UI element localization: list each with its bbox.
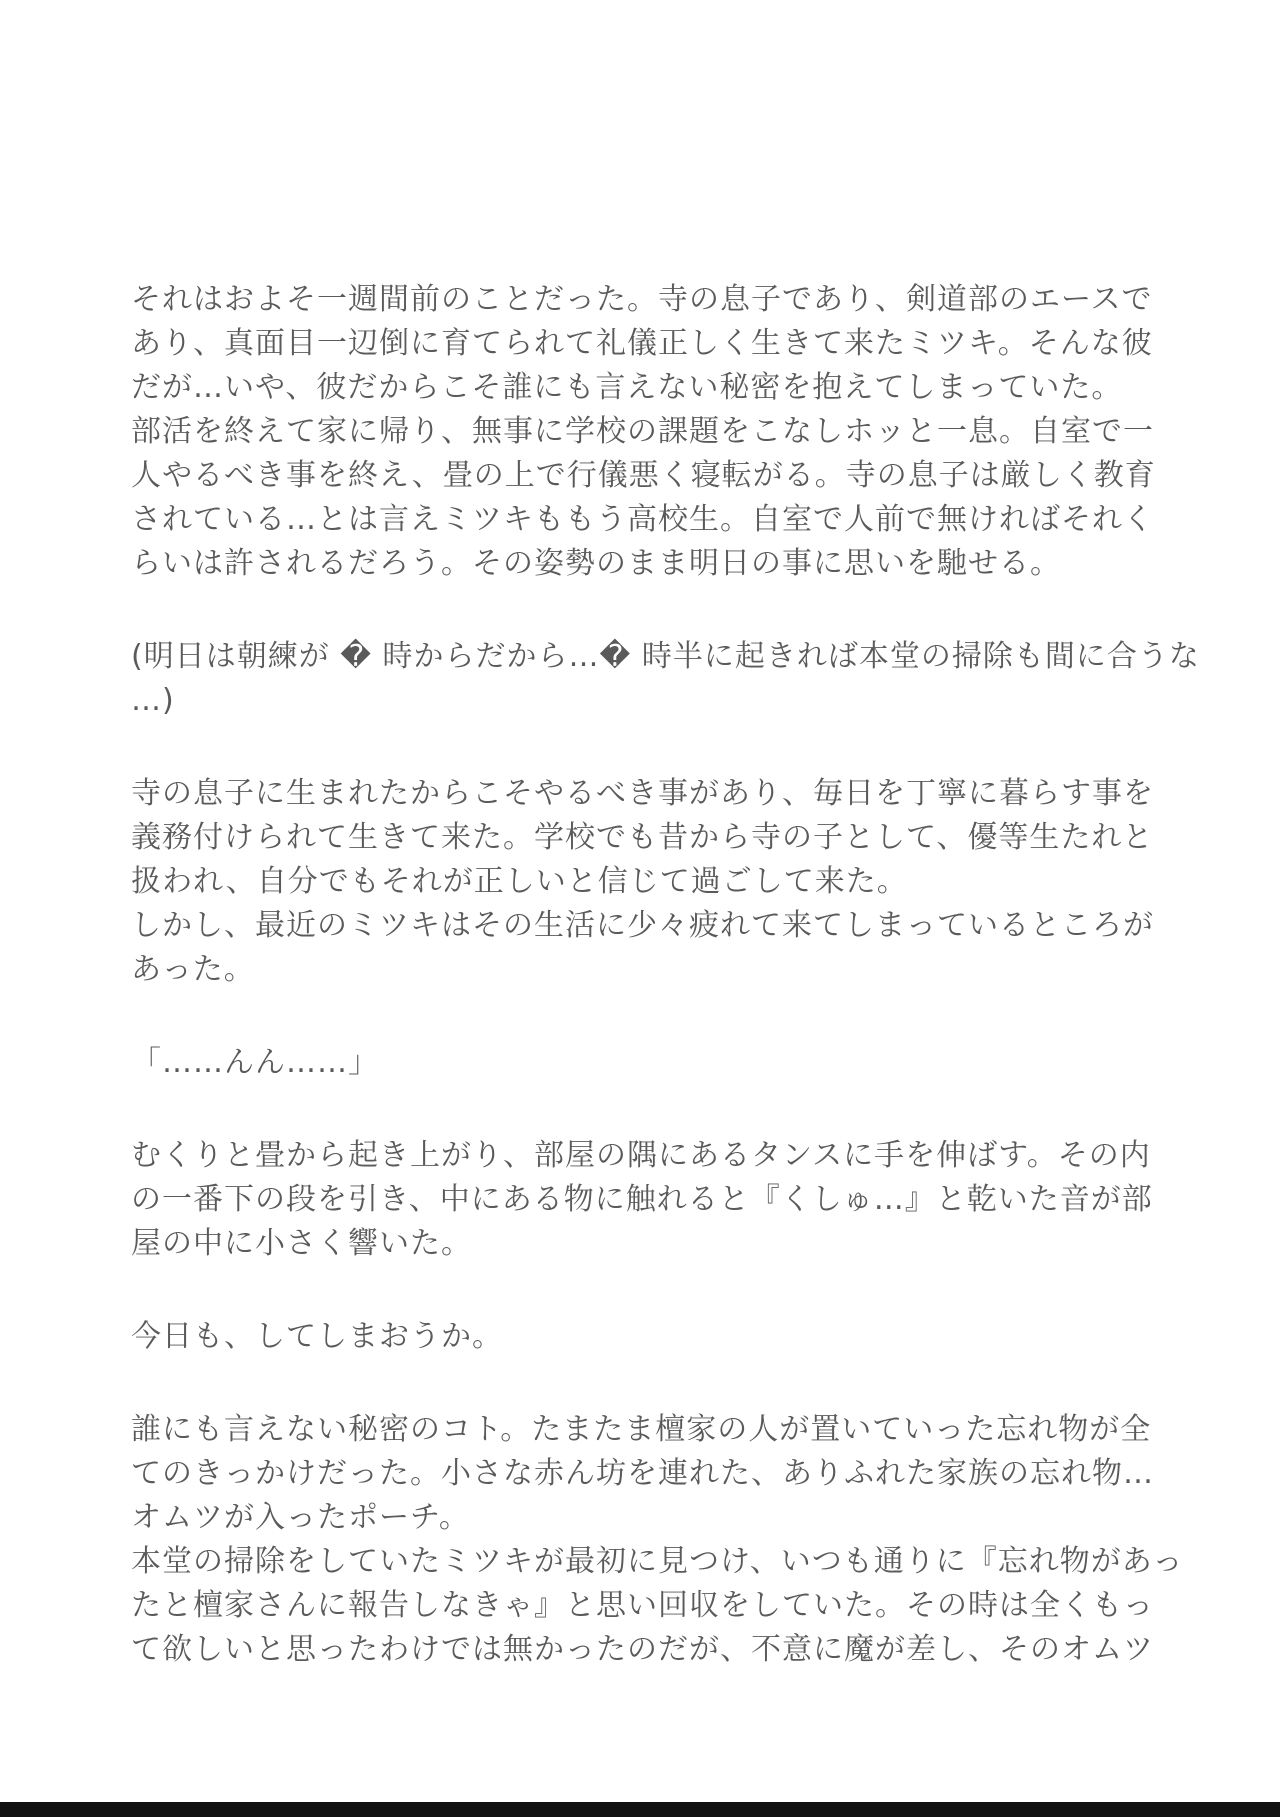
text-line: 今日も、してしまおうか。 [131,1319,503,1354]
text-line: されている…とは言えミツキももう高校生。自室で人前で無ければそれく [131,502,1154,537]
text-line: むくりと畳から起き上がり、部屋の隅にあるタンスに手を伸ばす。その内 [131,1138,1151,1173]
text-line: らいは許されるだろう。その姿勢のまま明日の事に思いを馳せる。 [131,546,1061,581]
text-line: あり、真面目一辺倒に育てられて礼儀正しく生きて来たミツキ。そんな彼 [131,326,1153,361]
page-bottom-border [0,1802,1280,1817]
text-line: 扱われ、自分でもそれが正しいと信じて過ごして来た。 [131,864,908,899]
body-text [131,278,1200,1672]
text-line: て欲しいと思ったわけでは無かったのだが、不意に魔が差し、そのオムツ [131,1632,1154,1667]
paragraph-gap [131,586,1171,635]
text-line: たと檀家さんに報告しなきゃ』と思い回収をしていた。その時は全くもっ [131,1588,1154,1623]
text-line: …) [131,683,175,718]
text-line: 寺の息子に生まれたからこそやるべき事があり、毎日を丁寧に暮らす事を [131,776,1154,811]
paragraph-gap [131,1085,1171,1134]
paragraph-gap [131,723,1171,772]
text-line: 誰にも言えない秘密のコト。たまたま檀家の人が置いていった忘れ物が全 [131,1412,1152,1447]
text-line: の一番下の段を引き、中にある物に触れると『くしゅ…』と乾いた音が部 [131,1182,1153,1217]
text-line: 「……んん……」 [131,1045,379,1080]
text-line: しかし、最近のミツキはその生活に少々疲れて来てしまっているところが [131,908,1154,943]
text-line: (明日は朝練が � 時からだから…� 時半に起きれば本堂の掃除も間に合うな [131,639,1200,674]
text-line: 本堂の掃除をしていたミツキが最初に見つけ、いつも通りに『忘れ物があっ [131,1544,1184,1579]
text-line: てのきっかけだった。小さな赤ん坊を連れた、ありふれた家族の忘れ物… [131,1456,1154,1491]
text-line: オムツが入ったポーチ。 [131,1500,470,1535]
text-line: 人やるべき事を終え、畳の上で行儀悪く寝転がる。寺の息子は厳しく教育 [131,458,1156,493]
text-line: 義務付けられて生きて来た。学校でも昔から寺の子として、優等生たれと [131,820,1154,855]
paragraph-gap [131,1266,1171,1315]
text-line: それはおよそ一週間前のことだった。寺の息子であり、剣道部のエースで [131,282,1153,317]
text-line: 屋の中に小さく響いた。 [131,1226,472,1261]
text-line: だが…いや、彼だからこそ誰にも言えない秘密を抱えてしまっていた。 [131,370,1123,405]
paragraph-gap [131,1359,1171,1408]
text-line: 部活を終えて家に帰り、無事に学校の課題をこなしホッと一息。自室で一 [131,414,1154,449]
text-line: あった。 [131,952,255,987]
paragraph-gap [131,992,1171,1041]
